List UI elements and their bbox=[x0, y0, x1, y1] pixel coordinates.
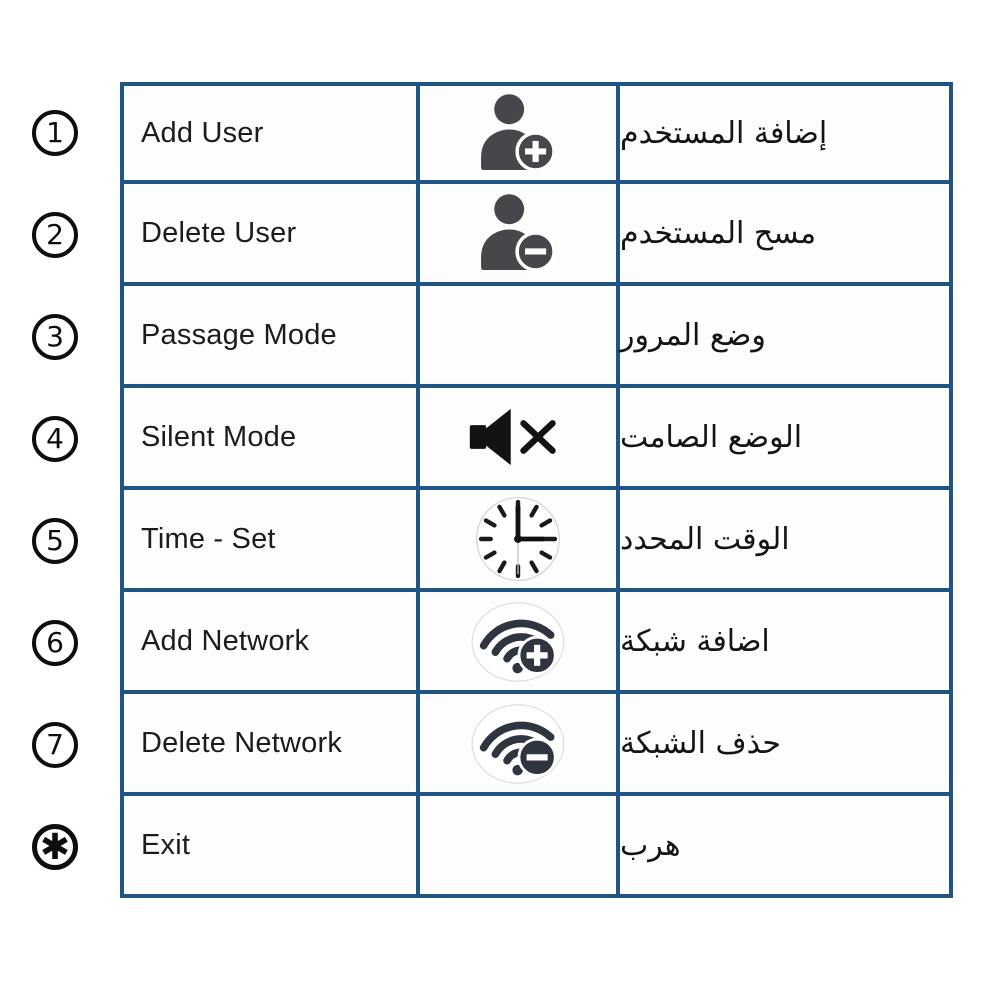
row-key-cell bbox=[0, 184, 120, 286]
circled-number-6: 6 bbox=[32, 620, 78, 666]
english-label: Silent Mode bbox=[141, 420, 297, 453]
arabic-label: هرب bbox=[620, 827, 681, 863]
english-label: Delete User bbox=[141, 216, 297, 249]
circled-number-5: 5 bbox=[32, 518, 78, 564]
arabic-label: وضع المرور bbox=[620, 317, 766, 353]
row-key-cell bbox=[0, 694, 120, 796]
english-label: Delete Network bbox=[141, 726, 343, 759]
row-key-cell bbox=[0, 388, 120, 490]
arabic-cell bbox=[620, 592, 953, 694]
english-cell bbox=[120, 82, 420, 184]
circled-asterisk: ✱ bbox=[32, 824, 78, 870]
icon-cell bbox=[420, 592, 620, 694]
menu-table bbox=[0, 82, 953, 898]
arabic-cell bbox=[620, 694, 953, 796]
english-label: Add User bbox=[141, 116, 264, 149]
arabic-cell bbox=[620, 184, 953, 286]
icon-cell-empty bbox=[420, 286, 620, 388]
add-user-icon bbox=[474, 90, 562, 176]
english-cell bbox=[120, 388, 420, 490]
english-label: Exit bbox=[141, 828, 191, 861]
english-cell bbox=[120, 694, 420, 796]
arabic-cell bbox=[620, 490, 953, 592]
circled-number-4: 4 bbox=[32, 416, 78, 462]
english-cell bbox=[120, 592, 420, 694]
icon-cell bbox=[420, 388, 620, 490]
english-label: Passage Mode bbox=[141, 318, 337, 351]
icon-cell bbox=[420, 82, 620, 184]
arabic-label: مسح المستخدم bbox=[620, 215, 817, 251]
icon-cell bbox=[420, 184, 620, 286]
arabic-label: الوضع الصامت bbox=[620, 419, 803, 455]
english-cell bbox=[120, 796, 420, 898]
row-key-cell bbox=[0, 592, 120, 694]
row-key-cell bbox=[0, 796, 120, 898]
english-label: Time - Set bbox=[141, 522, 276, 555]
arabic-cell bbox=[620, 82, 953, 184]
arabic-cell bbox=[620, 796, 953, 898]
arabic-label: اضافة شبكة bbox=[620, 623, 770, 659]
circled-number-2: 2 bbox=[32, 212, 78, 258]
icon-cell bbox=[420, 490, 620, 592]
arabic-cell bbox=[620, 286, 953, 388]
row-key-cell bbox=[0, 490, 120, 592]
arabic-label: حذف الشبكة bbox=[620, 725, 781, 761]
clock-icon bbox=[474, 495, 562, 583]
english-label: Add Network bbox=[141, 624, 310, 657]
icon-cell-empty bbox=[420, 796, 620, 898]
delete-network-icon bbox=[469, 700, 567, 786]
english-cell bbox=[120, 184, 420, 286]
arabic-cell bbox=[620, 388, 953, 490]
silent-mode-icon bbox=[468, 405, 568, 469]
english-cell bbox=[120, 286, 420, 388]
circled-number-7: 7 bbox=[32, 722, 78, 768]
circled-number-3: 3 bbox=[32, 314, 78, 360]
arabic-label: إضافة المستخدم bbox=[620, 115, 828, 151]
delete-user-icon bbox=[474, 190, 562, 276]
icon-cell bbox=[420, 694, 620, 796]
arabic-label: الوقت المحدد bbox=[620, 521, 790, 557]
english-cell bbox=[120, 490, 420, 592]
row-key-cell bbox=[0, 82, 120, 184]
row-key-cell bbox=[0, 286, 120, 388]
circled-number-1: 1 bbox=[32, 110, 78, 156]
add-network-icon bbox=[469, 598, 567, 684]
